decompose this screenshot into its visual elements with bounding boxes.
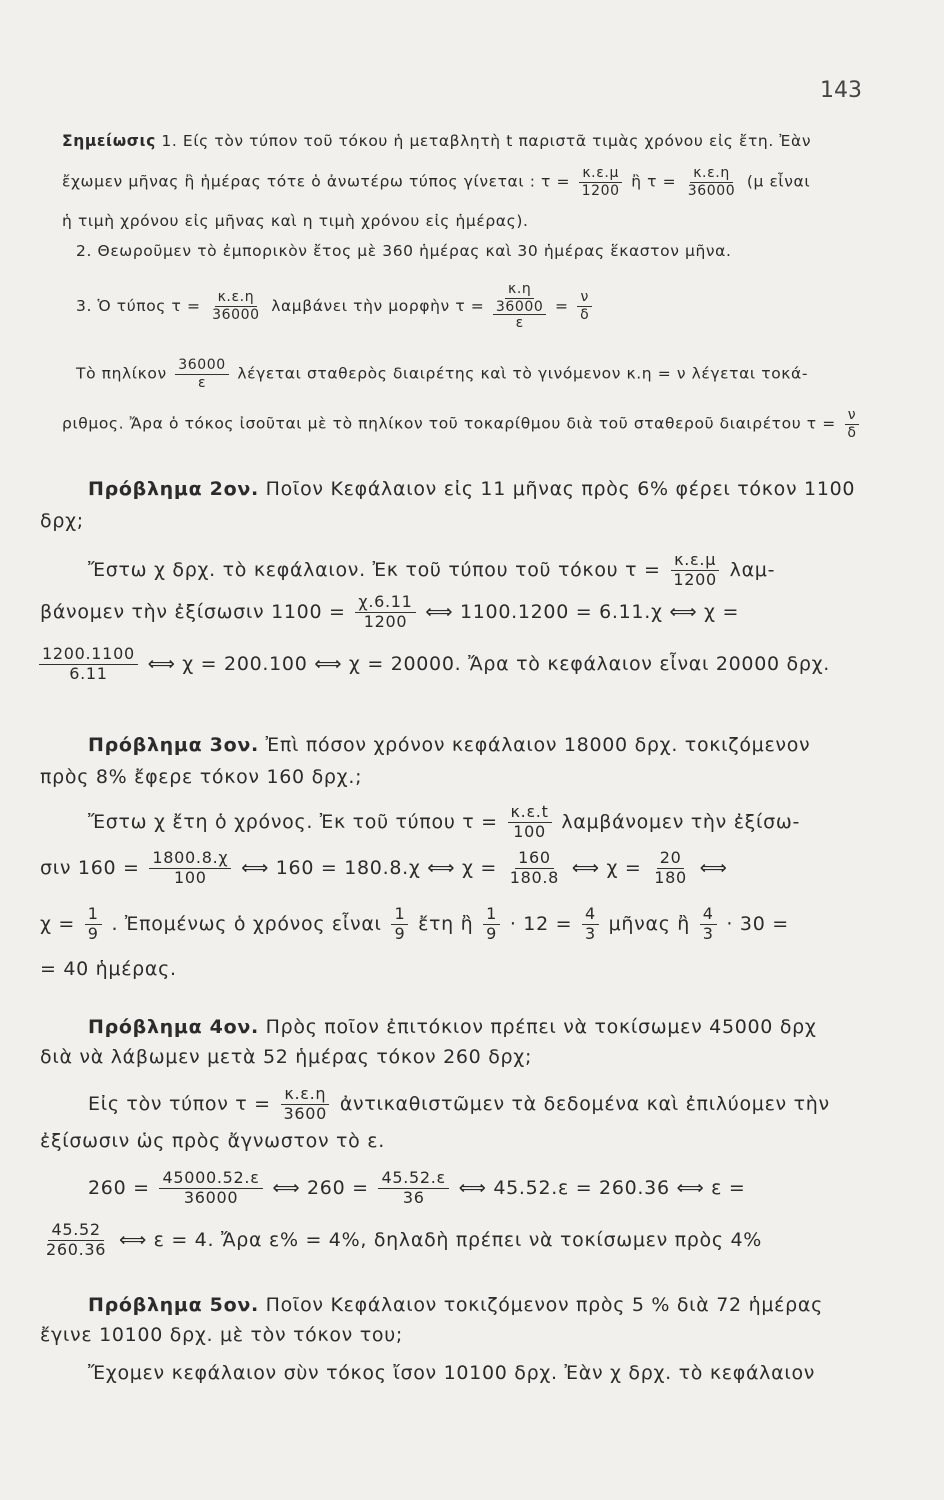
- problem-2-line-2: δρχ;: [40, 510, 84, 532]
- numerator: 4: [700, 906, 717, 925]
- fraction: [149, 850, 231, 887]
- fraction: [391, 906, 408, 943]
- denominator: 9: [87, 923, 99, 943]
- problem-text: Πρὸς ποῖον ἐπιτόκιον πρέπει νὰ τοκίσωμεν 45000 δρχ: [265, 1016, 817, 1038]
- problem-text: Ποῖον Κεφάλαιον τοκιζόμενον πρὸς 5 % διὰ 72 ἡμέρας: [265, 1294, 823, 1316]
- numerator: ν: [577, 290, 591, 307]
- problem-text: λαμ-: [729, 558, 776, 581]
- note-text: 3. Ὁ τύπος τ =: [76, 297, 201, 316]
- problem-text: ἀντικαθιστῶμεν τὰ δεδομένα καὶ ἐπιλύομεν τὴν: [339, 1092, 830, 1115]
- fraction: [39, 646, 138, 683]
- fraction: [43, 1222, 109, 1259]
- numerator: 45000.52.ε: [159, 1170, 262, 1189]
- fraction: [159, 1170, 262, 1207]
- problem-text: ⟺ χ =: [571, 856, 642, 879]
- fraction: [577, 290, 592, 322]
- note-line-2: [62, 166, 810, 198]
- fraction: [685, 166, 739, 198]
- denominator: 1200: [581, 182, 620, 199]
- denominator: 36000: [493, 299, 547, 316]
- page-number: 143: [820, 78, 862, 103]
- note-heading: Σημείωσις: [62, 132, 156, 150]
- problem-4-line-5: [88, 1170, 745, 1207]
- denominator: 36: [402, 1187, 425, 1207]
- fraction: [579, 166, 623, 198]
- numerator: 45.52.ε: [378, 1170, 448, 1189]
- fraction: [85, 906, 102, 943]
- note-line-3: ἡ τιμὴ χρόνου εἰς μῆνας καὶ η τιμὴ χρόνου εἰς ἡμέρας).: [62, 212, 529, 230]
- problem-text: Ποῖον Κεφάλαιον εἰς 11 μῆνας πρὸς 6% φέρει τόκον 1100: [265, 478, 856, 500]
- problem-2-heading: Πρόβλημα 2ον.: [88, 478, 259, 500]
- problem-4-line-4: ἐξίσωσιν ὡς πρὸς ἄγνωστον τὸ ε.: [40, 1130, 385, 1152]
- note-text: Τὸ πηλίκον: [76, 364, 167, 383]
- denominator: 180: [654, 867, 687, 887]
- numerator: κ.ε.t: [508, 804, 552, 823]
- denominator: 1200: [363, 611, 408, 631]
- denominator: 36000: [687, 182, 736, 199]
- denominator: ε: [197, 374, 207, 391]
- numerator: 1800.8.χ: [149, 850, 231, 869]
- note-line-4: 2. Θεωροῦμεν τὸ ἐμπορικὸν ἔτος μὲ 360 ἡμέρας καὶ 30 ἡμέρας ἕκαστον μῆνα.: [76, 242, 732, 260]
- denominator: 36000: [183, 1187, 239, 1207]
- numerator: κ.ε.μ: [579, 166, 622, 183]
- denominator: 9: [394, 923, 406, 943]
- denominator: 36000: [212, 307, 260, 324]
- problem-2-line-3: [88, 552, 775, 589]
- denominator: ε: [515, 315, 524, 332]
- numerator: 1200.1100: [39, 646, 138, 665]
- note-text: ἢ τ =: [631, 172, 677, 191]
- problem-text: 260 =: [88, 1176, 150, 1199]
- problem-5-line-2: ἔγινε 10100 δρχ. μὲ τὸν τόκον του;: [40, 1324, 403, 1346]
- denominator: 260.36: [46, 1239, 107, 1259]
- fraction: [582, 906, 599, 943]
- problem-text: Ἐπὶ πόσον χρόνον κεφάλαιον 18000 δρχ. τοκιζόμενον: [265, 734, 811, 756]
- problem-2-line-1: [88, 478, 855, 500]
- problem-text: · 12 =: [509, 912, 573, 935]
- problem-5-line-3: Ἔχομεν κεφάλαιον σὺν τόκος ἴσον 10100 δρχ. Ἐὰν χ δρχ. τὸ κεφάλαιον: [88, 1362, 816, 1384]
- note-line-1: [62, 132, 811, 150]
- denominator: 3: [702, 923, 714, 943]
- numerator: 45.52: [48, 1222, 103, 1241]
- note-text: =: [554, 297, 569, 316]
- problem-text: ἔτη ἢ: [418, 912, 474, 935]
- problem-4-line-3: [88, 1086, 830, 1123]
- numerator: κ.ε.η: [690, 166, 733, 183]
- problem-text: ⟺: [699, 856, 728, 879]
- numerator: 1: [483, 906, 500, 925]
- note-text: ἔχωμεν μῆνας ἢ ἡμέρας τότε ὁ ἀνωτέρω τύπος γίνεται : τ =: [62, 172, 571, 191]
- problem-text: Ἔστω χ δρχ. τὸ κεφάλαιον. Ἐκ τοῦ τύπου τοῦ τόκου τ =: [88, 558, 661, 581]
- problem-4-heading: Πρόβλημα 4ον.: [88, 1016, 259, 1038]
- note-text: (μ εἶναι: [746, 172, 811, 191]
- problem-3-line-5: [40, 906, 789, 943]
- numerator: κ.ε.μ: [671, 552, 719, 571]
- numerator: ν: [845, 408, 859, 425]
- numerator: 36000: [175, 358, 229, 375]
- fraction: [507, 850, 562, 887]
- problem-3-heading: Πρόβλημα 3ον.: [88, 734, 259, 756]
- numerator: 1: [85, 906, 102, 925]
- denominator: 3600: [283, 1103, 328, 1123]
- fraction: [508, 804, 552, 841]
- problem-text: μῆνας ἢ: [608, 912, 691, 935]
- denominator: 9: [486, 923, 498, 943]
- problem-text: Ἔστω χ ἔτη ὁ χρόνος. Ἐκ τοῦ τύπου τ =: [88, 810, 498, 833]
- note-text: λαμβάνει τὴν μορφὴν τ =: [271, 297, 485, 316]
- denominator: 3: [584, 923, 596, 943]
- problem-text: Εἰς τὸν τύπον τ =: [88, 1092, 271, 1115]
- note-line-6: [76, 358, 808, 390]
- denominator: 180.8: [509, 867, 560, 887]
- fraction: [355, 594, 415, 631]
- numerator: 1: [391, 906, 408, 925]
- fraction: [378, 1170, 448, 1207]
- numerator: 160: [515, 850, 554, 869]
- problem-3-line-6: = 40 ἡμέρας.: [40, 958, 177, 980]
- problem-text: ⟺ χ = 200.100 ⟺ χ = 20000. Ἄρα τὸ κεφάλαιον εἶναι 20000 δρχ.: [147, 652, 831, 675]
- problem-text: χ =: [40, 912, 76, 935]
- problem-text: ⟺ 1100.1200 = 6.11.χ ⟺ χ =: [425, 600, 740, 623]
- denominator: 100: [513, 821, 546, 841]
- denominator: 100: [174, 867, 207, 887]
- denominator: 1200: [673, 569, 717, 589]
- note-text: ριθμος. Ἄρα ὁ τόκος ἰσοῦται μὲ τὸ πηλίκον τοῦ τοκαρίθμου διὰ τοῦ σταθεροῦ διαιρέτου τ =: [62, 414, 836, 433]
- problem-3-line-1: [88, 734, 810, 756]
- problem-text: · 30 =: [726, 912, 789, 935]
- problem-text: ⟺ ε = 4. Ἄρα ε% = 4%, δηλαδὴ πρέπει νὰ τοκίσωμεν πρὸς 4%: [118, 1228, 763, 1251]
- denominator: δ: [580, 307, 590, 324]
- problem-4-line-1: [88, 1016, 817, 1038]
- problem-4-line-6: [40, 1222, 762, 1259]
- fraction: [483, 906, 500, 943]
- note-line-7: [62, 408, 863, 440]
- fraction: [175, 358, 229, 390]
- fraction: [651, 850, 690, 887]
- problem-text: σιν 160 =: [40, 856, 140, 879]
- problem-3-line-3: [88, 804, 800, 841]
- problem-3-line-4: [40, 850, 728, 887]
- fraction: [700, 906, 717, 943]
- compound-fraction: [493, 282, 547, 331]
- denominator: 6.11: [69, 663, 108, 683]
- problem-3-line-2: πρὸς 8% ἔφερε τόκον 160 δρχ.;: [40, 766, 363, 788]
- problem-5-line-1: [88, 1294, 823, 1316]
- note-line-5: [76, 282, 595, 331]
- problem-4-line-2: διὰ νὰ λάβωμεν μετὰ 52 ἡμέρας τόκον 260 δρχ;: [40, 1046, 533, 1068]
- fraction: [281, 1086, 331, 1123]
- problem-text: βάνομεν τὴν ἐξίσωσιν 1100 =: [40, 600, 346, 623]
- fraction: [844, 408, 859, 440]
- numerator: 20: [657, 850, 685, 869]
- problem-text: λαμβάνομεν τὴν ἐξίσω-: [561, 810, 801, 833]
- numerator: κ.ε.η: [215, 290, 258, 307]
- problem-2-line-4: [40, 594, 739, 631]
- note-text: λέγεται σταθερὸς διαιρέτης καὶ τὸ γινόμενον κ.η = ν λέγεται τοκά-: [237, 364, 809, 383]
- numerator: 4: [582, 906, 599, 925]
- fraction: [209, 290, 263, 322]
- problem-text: ⟺ 260 =: [272, 1176, 369, 1199]
- problem-2-line-5: [36, 646, 830, 683]
- note-text: 1. Είς τὸν τύπον τοῦ τόκου ἡ μεταβλητὴ t παριστᾶ τιμὰς χρόνου εἰς ἔτη. Ἐὰν: [161, 132, 812, 150]
- numerator: χ.6.11: [355, 594, 415, 613]
- problem-5-heading: Πρόβλημα 5ον.: [88, 1294, 259, 1316]
- numerator: κ.ε.η: [281, 1086, 329, 1105]
- problem-text: . Ἐπομένως ὁ χρόνος εἶναι: [111, 912, 382, 935]
- problem-text: ⟺ 45.52.ε = 260.36 ⟺ ε =: [458, 1176, 746, 1199]
- numerator: κ.η: [505, 282, 534, 299]
- denominator: δ: [847, 424, 857, 441]
- fraction: [670, 552, 720, 589]
- problem-text: ⟺ 160 = 180.8.χ ⟺ χ =: [241, 856, 497, 879]
